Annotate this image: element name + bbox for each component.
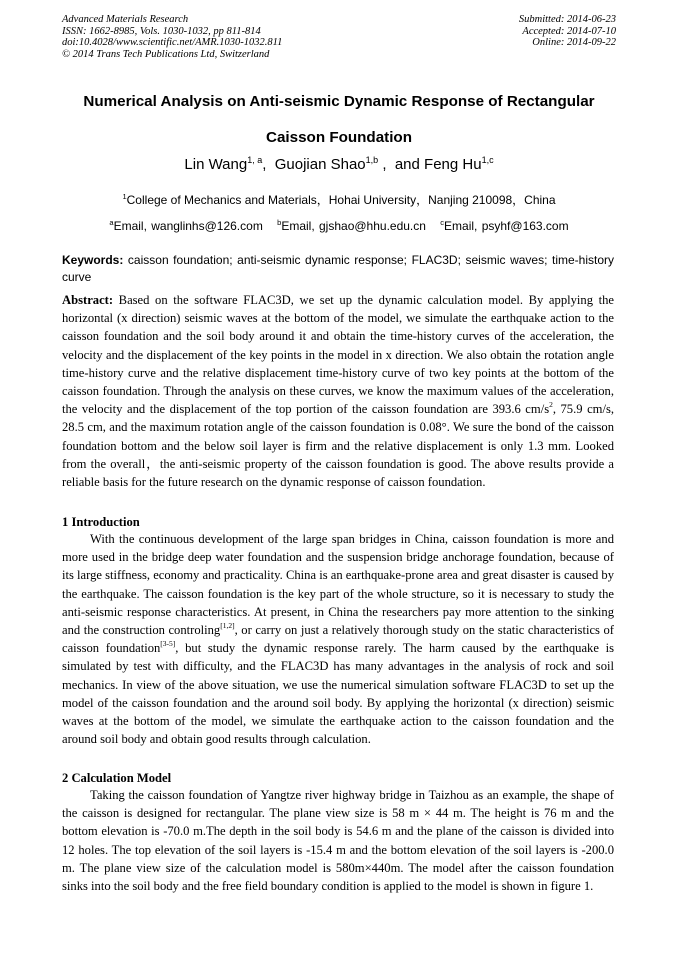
- paper-title: [40, 84, 638, 156]
- submitted-date: Submitted: 2014-06-23: [518, 14, 616, 25]
- author-name: Feng Hu: [424, 156, 482, 173]
- doi-line[interactable]: doi:10.4028/www.scientific.net/AMR.1030-1032.811: [62, 37, 283, 49]
- online-date: Online: 2014-09-22: [532, 37, 616, 49]
- email-mark: c: [440, 218, 445, 227]
- unit-superscript: 2: [549, 400, 553, 410]
- publication-info: [62, 14, 402, 60]
- section-paragraph: [62, 530, 614, 748]
- section-heading: 2 Calculation Model: [62, 771, 172, 785]
- keywords-label: Keywords:: [62, 253, 124, 267]
- author-separator: , and: [378, 156, 425, 173]
- section-paragraph: Taking the caisson foundation of Yangtze river highway bridge in Taizhou as an example, the shape of the caisson is designed for rectangular. The plane view size is 58 m × 44 m. The height is 76 m and the bottom elevation is -70.0 m.The depth in the soil body is 54.6 m and the plane of the caisson is divided into 12 holes. The top elevation of the soil layers is -15.4 m and the bottom elevation of the soil layers is -200.0 m. The plane view size of the calculation model is 580m×440m. The model after the caisson foundation sinks into the soil body and the free field boundary condition is applied to the model is shown in figure 1.: [62, 788, 614, 894]
- author-name: Lin Wang: [184, 156, 248, 173]
- email-mark: a: [109, 218, 114, 227]
- email-address[interactable]: Email, wanglinhs@126.com: [113, 219, 263, 233]
- author-separator: ,: [262, 156, 275, 173]
- paragraph-text: , but study the dynamic response rarely. The harm caused by the earthquake is simulated by test with difficulty, and the FLAC3D has many advantages in the analysis of rock and soil mechanics. In view of the above situation, we use the numerical simulation software FLAC3D to set up the model of the caisson foundation and the around soil body. By applying the horizontal (x direction) seismic waves at the bottom of the model, we simulate the earthquake action to the caisson foundation and the around soil body and obtain good results through calculation.: [62, 641, 614, 747]
- abstract: [62, 291, 614, 491]
- abstract-text: , 75.9 cm/s, 28.5 cm, and the maximum rotation angle of the caisson foundation is 0.08°. We sure the bond of the caisson foundation bottom and the below soil layer is firm and the relative displacement is only 1.3 mm. Looked from the overall，the anti-seismic property of the caisson foundation is good. The above results provide a reliable basis for the future research on the dynamic response of caisson foundation.: [62, 402, 615, 490]
- author-list: [40, 154, 638, 176]
- email-mark: b: [277, 218, 282, 227]
- keywords: [62, 252, 614, 286]
- paragraph-text: , or carry on just a relatively thorough study on the static characteristics of caisson foundation: [62, 623, 614, 656]
- affiliation-text: College of Mechanics and Materials，Hohai University，Nanjing 210098，China: [126, 193, 556, 207]
- affiliation: [40, 192, 638, 208]
- abstract-text: Based on the software FLAC3D, we set up the dynamic calculation model. By applying the horizontal (x direction) seismic waves at the bottom of the model, we simulate the earthquake action to the caisson foundation and the soil body around it and obtain the time-history curves of the acceleration, the velocity and the displacement of the key points in the model in x direction. We also obtain the rotation angle time-history curve and the relative displacement time-history curve of two key points at the bottom of the caisson foundation. Through the analysis on these curves, we know the maximum values of the acceleration, the velocity and the displacement of the top portion of the caisson foundation are 393.6 cm/s: [62, 293, 614, 417]
- accepted-date: Accepted: 2014-07-10: [522, 25, 616, 37]
- citation-ref[interactable]: [3-5]: [160, 639, 176, 649]
- author-name: Guojian Shao: [274, 156, 366, 173]
- author-affiliation-mark: 1,c: [481, 155, 494, 165]
- email-address[interactable]: Email, gjshao@hhu.edu.cn: [281, 219, 426, 233]
- citation-ref[interactable]: [1,2]: [220, 621, 235, 631]
- author-affiliation-mark: 1, a: [247, 155, 263, 165]
- section-heading: 1 Introduction: [62, 515, 140, 529]
- publication-dates: [416, 14, 616, 49]
- title-line-1: Numerical Analysis on Anti-seismic Dynamic Response of Rectangular: [83, 93, 595, 110]
- journal-name: Advanced Materials Research: [62, 14, 189, 25]
- title-line-2: Caisson Foundation: [266, 129, 412, 146]
- keywords-text: caisson foundation; anti-seismic dynamic response; FLAC3D; seismic waves; time-history curve: [62, 253, 614, 284]
- issn-line: ISSN: 1662-8985, Vols. 1030-1032, pp 811-814: [62, 25, 261, 37]
- author-emails: [40, 218, 638, 234]
- author-affiliation-mark: 1,b: [365, 155, 379, 165]
- email-address[interactable]: Email, psyhf@163.com: [444, 219, 569, 233]
- paragraph-text: With the continuous development of the large span bridges in China, caisson foundation is more and more used in the bridge deep water foundation and the suspension bridge anchorage foundation, because of its large stiffness, economy and practicality. China is an earthquake-prone area and great disaster is caused by the earthquake. The caisson foundation is the key part of the whole structure, so it is necessary to study the anti-seismic response characteristics. At present, in China the researchers pay more attention to the sinking and the construction controling: [62, 532, 614, 638]
- abstract-label: Abstract:: [62, 293, 114, 307]
- copyright-line: © 2014 Trans Tech Publications Ltd, Switzerland: [62, 48, 270, 60]
- affiliation-mark: 1: [122, 192, 127, 201]
